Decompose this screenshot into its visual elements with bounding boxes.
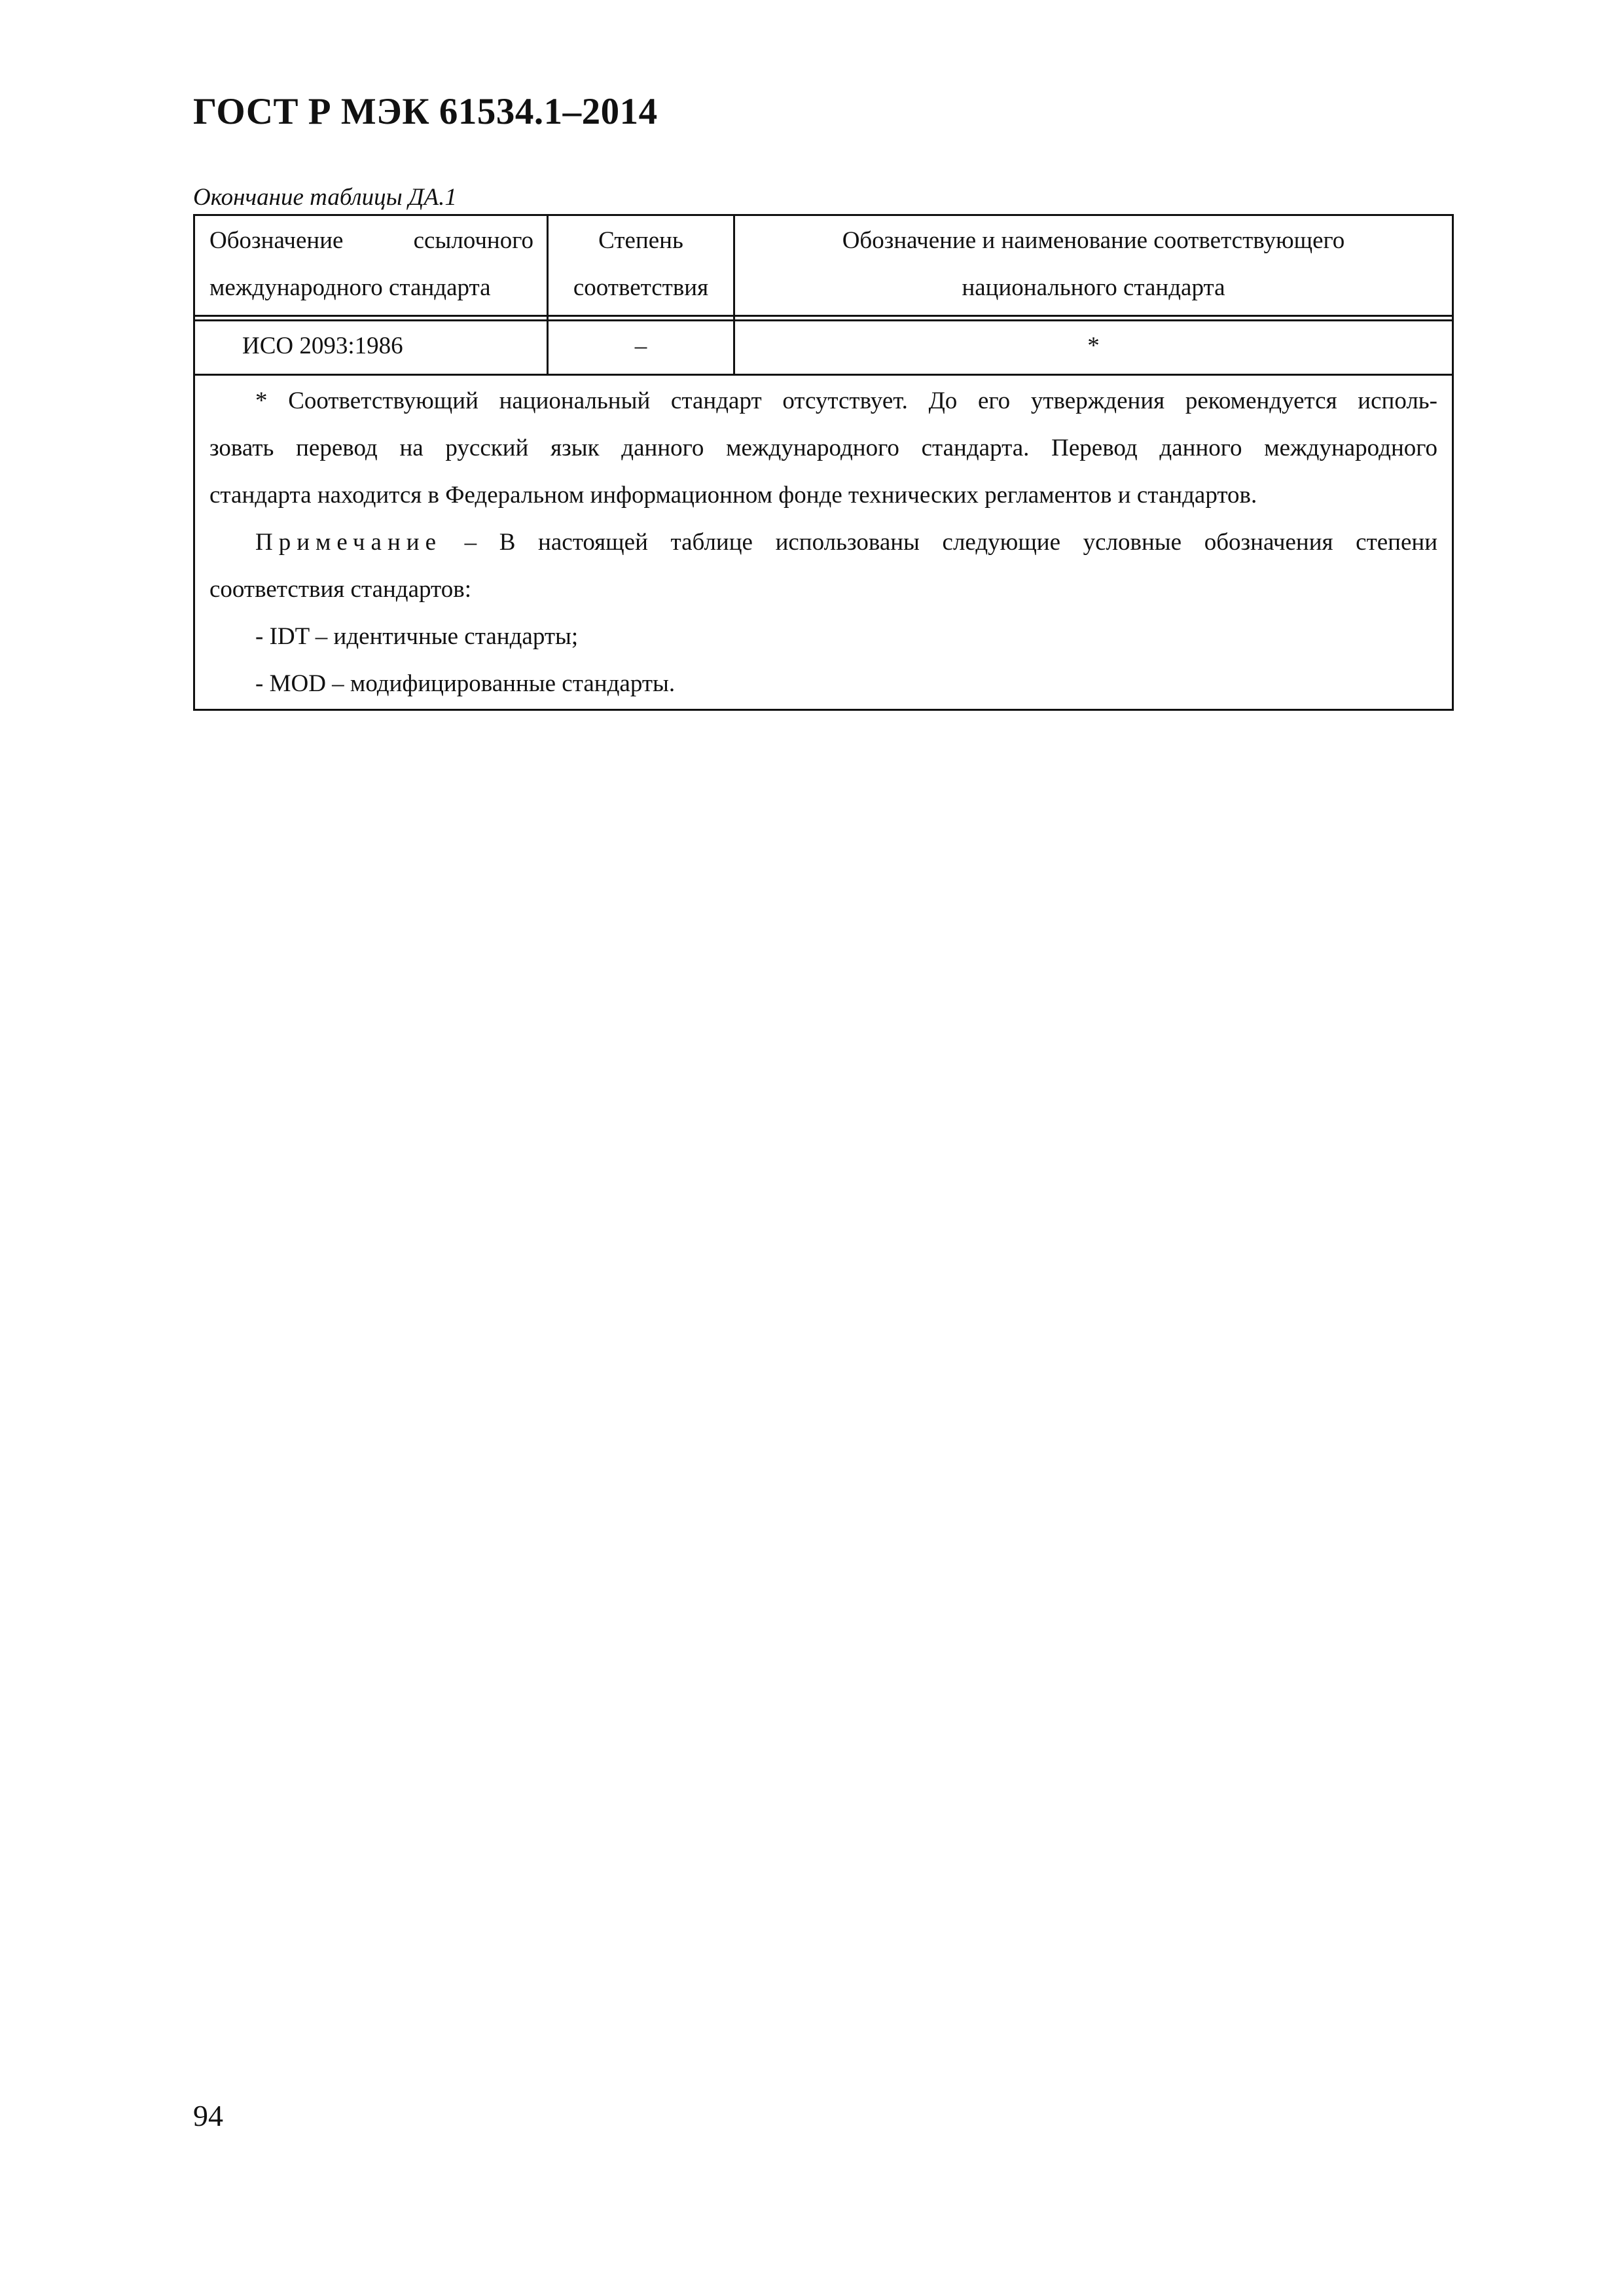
note-list-item: - IDT – идентичные стандарты; xyxy=(255,623,579,650)
document-title: ГОСТ Р МЭК 61534.1–2014 xyxy=(193,91,658,132)
header-cell-line: Степень xyxy=(598,227,683,254)
header-cell-line: международного стандарта xyxy=(209,274,491,301)
note-text: – В настоящей таблице использованы следующие условные обозначения степени xyxy=(464,529,1438,556)
header-cell-line: Обозначение и наименование соответствующего xyxy=(842,227,1345,254)
note-label: Примечание xyxy=(255,529,442,556)
table-cell-degree: – xyxy=(634,332,647,359)
header-cell-national-standard xyxy=(735,217,1452,312)
note-list-item: - MOD – модифицированные стандарты. xyxy=(255,670,676,697)
table-caption: Окончание таблицы ДА.1 xyxy=(193,184,457,211)
note-line: соответствия стандартов: xyxy=(209,576,471,603)
table-footnote xyxy=(209,378,1437,708)
footnote-line: зовать перевод на русский язык данного международного стандарта. Перевод данного международного xyxy=(209,435,1437,461)
note-line xyxy=(209,519,1437,566)
header-cell-line: соответствия xyxy=(573,274,709,301)
header-cell-reference-standard xyxy=(209,217,533,312)
header-rule-top xyxy=(195,315,1452,317)
table-frame xyxy=(193,214,1454,711)
header-cell-degree xyxy=(549,217,733,312)
header-cell-line: национального стандарта xyxy=(962,274,1225,301)
footnote-line: стандарта находится в Федеральном информационном фонде технических регламентов и стандартов. xyxy=(209,482,1257,509)
table-cell-national: * xyxy=(1087,332,1100,359)
header-rule-bottom xyxy=(195,319,1452,321)
row-rule xyxy=(195,374,1452,376)
page-number: 94 xyxy=(193,2099,223,2132)
footnote-line: * Соответствующий национальный стандарт отсутствует. До его утверждения рекомендуется исполь- xyxy=(255,387,1437,414)
header-cell-line: Обозначение ссылочного xyxy=(209,227,533,254)
table-cell-reference: ИСО 2093:1986 xyxy=(242,332,403,359)
